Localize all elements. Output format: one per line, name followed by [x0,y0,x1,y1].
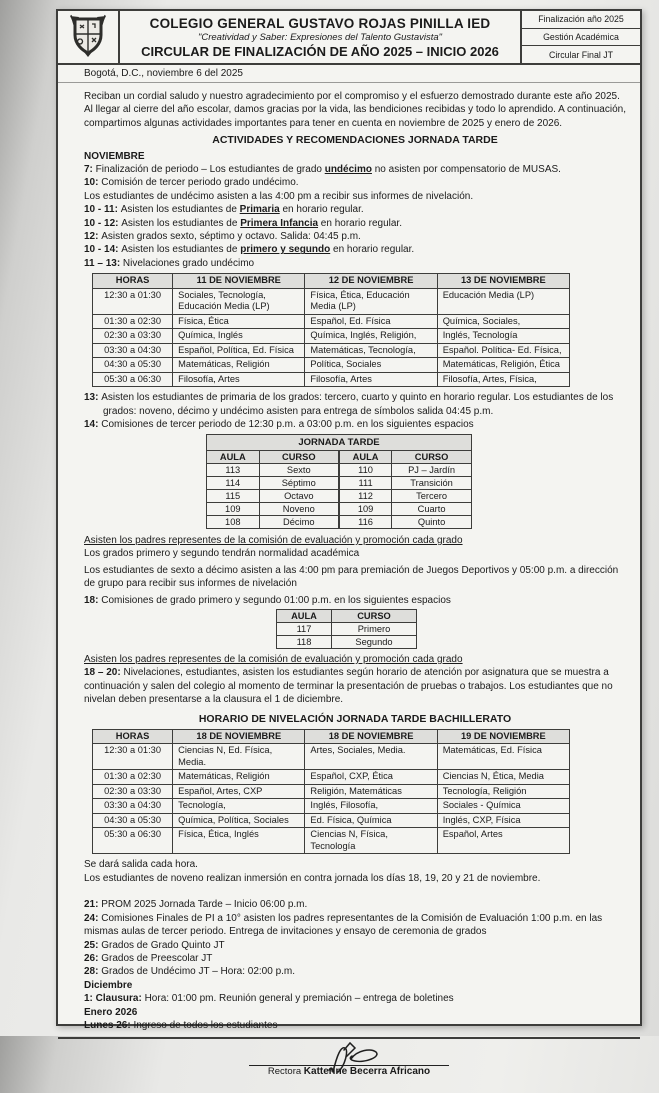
table-cell: Inglés, Tecnología [437,329,569,344]
note-parents-2: Asisten los padres representes de la comisión de evaluación y promoción cada grado [84,653,463,665]
table-cell: 05:30 a 06:30 [93,372,173,387]
table-cell: Matemáticas, Tecnología, [305,343,437,358]
list-item: 18: Comisiones de grado primero y segundo 01:00 p.m. en los siguientes espacios [84,594,451,606]
table-cell: Ed. Física, Química [305,813,437,828]
table-cell: Ciencias N, Ed. Física, Media. [173,744,305,770]
month-label-enero: Enero 2026 [84,1006,138,1018]
table-cell: Filosofía, Artes, Física, [437,372,569,387]
jornada-tarde-block [206,434,472,529]
document-page [56,9,642,1078]
table-cell: Química, Política, Sociales [173,813,305,828]
table-row [93,329,570,344]
table-row [93,813,570,828]
table-cell: Matemáticas, Religión [173,770,305,785]
jornada-tarde-title: JORNADA TARDE [206,434,472,451]
table-cell: PJ – Jardín [392,463,472,476]
table-cell: Transición [392,476,472,489]
col-header: CURSO [392,450,472,463]
table-cell: 12:30 a 01:30 [93,288,173,314]
table-cell: 02:30 a 03:30 [93,784,173,799]
note-parents-1: Asisten los padres representes de la comisión de evaluación y promoción cada grado [84,534,463,546]
list-item: Los estudiantes de undécimo asisten a las 4:00 pm a recibir sus informes de nivelación. [84,190,474,202]
table-cell: 115 [207,489,260,502]
list-item: 24: Comisiones Finales de PI a 10° asisten los padres representantes de la Comisión de Evaluación 1:00 p.m. en las mismas aulas de tercer periodo. Entrega de invitaciones y ensayo de ceremonia de grados [84,912,603,938]
list-item: 14: Comisiones de tercer periodo de 12:30 p.m. a 03:00 p.m. en los siguientes espacios [84,419,474,431]
horario-nivelacion-table [92,729,570,855]
table-cell: Física, Ética, Inglés [173,828,305,854]
table-row [93,314,570,329]
table-cell: 109 [340,502,392,515]
month-label-noviembre: NOVIEMBRE [84,150,145,162]
col-header: 13 DE NOVIEMBRE [437,274,569,289]
table-cell: 110 [340,463,392,476]
list-item: 25: Grados de Grado Quinto JT [84,939,225,951]
table-cell: Filosofía, Artes [173,372,305,387]
table-header-row [93,729,570,744]
table-cell: 01:30 a 02:30 [93,770,173,785]
table-cell: Religión, Matemáticas [305,784,437,799]
table-cell: Español, CXP, Ética [305,770,437,785]
table-cell: Tecnología, [173,799,305,814]
list-item: 10 - 11: Asisten los estudiantes de Primaria en horario regular. [84,204,364,216]
table-row [93,770,570,785]
list-item: 26: Grados de Preescolar JT [84,952,213,964]
list-item: 13: Asisten los estudiantes de primaria de los grados: tercero, cuarto y quinto en horario regular. Los estudiantes de los grados: noveno, décimo y undécimo asisten para entrega de símbolos salida 04:45 p.m. [84,392,614,417]
table-row [207,515,339,528]
aulas-primero-segundo-block [276,609,626,649]
school-motto: "Creatividad y Saber: Expresiones del Talento Gustavista" [197,31,443,43]
table-row [93,358,570,373]
note-normalidad: Los grados primero y segundo tendrán normalidad académica [84,548,360,560]
table-cell: Sociales - Química [437,799,569,814]
table-cell: Octavo [259,489,338,502]
note-premiacion: Los estudiantes de sexto a décimo asisten a las 4:00 pm para premiación de Juegos Deportivos y 05:00 p.m. a dirección de grupo para recibir sus informes de nivelación [84,564,619,590]
table-cell: Décimo [259,515,338,528]
table-cell: Química, Sociales, [437,314,569,329]
table-row [340,515,472,528]
list-item: 10 - 12: Asisten los estudiantes de Primera Infancia en horario regular. [84,217,402,229]
school-name: COLEGIO GENERAL GUSTAVO ROJAS PINILLA IED [149,15,491,31]
table-cell: Sexto [259,463,338,476]
signature-block [58,1037,640,1093]
aulas-table-left [206,450,339,529]
side-box-circular: Circular Final JT [522,45,640,63]
table-cell: 117 [277,622,332,635]
table-cell: Segundo [332,635,417,648]
table-cell: Ciencias N, Física, Tecnología [305,828,437,854]
table-cell: Matemáticas, Religión, Ética [437,358,569,373]
document-header [58,11,640,65]
col-header: CURSO [332,609,417,622]
table-row [93,799,570,814]
table-row [93,343,570,358]
table-cell: Español, Política, Ed. Física [173,343,305,358]
table-cell: Física, Ética, Educación Media (LP) [305,288,437,314]
table-row [207,489,339,502]
col-header: 12 DE NOVIEMBRE [305,274,437,289]
table-cell: Sociales, Tecnología, Educación Media (LP) [173,288,305,314]
table-cell: 02:30 a 03:30 [93,329,173,344]
document-body [58,83,640,1032]
intro-paragraph: Reciban un cordial saludo y nuestro agradecimiento por el compromiso y el esfuerzo demostrado durante este año 2025. Al llegar al cierre del año escolar, damos gracias por la vida, las bendiciones recibidas y todo lo aprendido. A continuación, compartimos algunas actividades importantes para tener en cuenta en noviembre de 2025 y enero de 2026. [84,91,626,129]
col-header: HORAS [93,729,173,744]
col-header: AULA [207,450,260,463]
table-row [277,635,417,648]
table-cell: Ciencias N, Ética, Media [437,770,569,785]
table-row [93,744,570,770]
table-cell: Quinto [392,515,472,528]
list-item: 11 – 13: Nivelaciones grado undécimo [84,257,255,269]
table-row [340,463,472,476]
col-header: 19 DE NOVIEMBRE [437,729,569,744]
col-header: CURSO [259,450,338,463]
table-row [207,463,339,476]
signature-name: Rectora Katterine Becerra Africano [267,1066,431,1078]
list-item: 28: Grados de Undécimo JT – Hora: 02:00 p.m. [84,966,296,978]
section-heading-horario: HORARIO DE NIVELACIÓN JORNADA TARDE BACHILLERATO [198,712,512,725]
table-cell: 111 [340,476,392,489]
table-cell: Inglés, CXP, Física [437,813,569,828]
table-cell: Artes, Sociales, Media. [305,744,437,770]
table-cell: Séptimo [259,476,338,489]
table-cell: Noveno [259,502,338,515]
table-cell: Política, Sociales [305,358,437,373]
table-row [340,476,472,489]
table-row [340,502,472,515]
section-heading-actividades: ACTIVIDADES Y RECOMENDACIONES JORNADA TARDE [212,134,498,147]
list-item: 10: Comisión de tercer periodo grado undécimo. [84,177,299,189]
list-item: 10 - 14: Asisten los estudiantes de primero y segundo en horario regular. [84,244,415,256]
table-row [277,622,417,635]
col-header: 11 DE NOVIEMBRE [173,274,305,289]
list-item: 12: Asisten grados sexto, séptimo y octavo. Salida: 04:45 p.m. [84,231,361,243]
list-item: Lunes 26: Ingreso de todos los estudiantes [84,1019,278,1031]
document-title: CIRCULAR DE FINALIZACIÓN DE AÑO 2025 – INICIO 2026 [141,43,499,59]
table-cell: 03:30 a 04:30 [93,799,173,814]
list-item: 21: PROM 2025 Jornada Tarde – Inicio 06:00 p.m. [84,899,308,911]
school-crest-icon [68,12,108,63]
list-item: 1: Clausura: Hora: 01:00 pm. Reunión general y premiación – entrega de boletines [84,993,454,1005]
table-cell: 108 [207,515,260,528]
table-row [93,828,570,854]
col-header: AULA [277,609,332,622]
table-cell: 116 [340,515,392,528]
table-row [93,372,570,387]
col-header: HORAS [93,274,173,289]
table-row [340,489,472,502]
header-side-boxes [520,11,640,63]
table-row [207,502,339,515]
table-cell: 12:30 a 01:30 [93,744,173,770]
table-cell: Tercero [392,489,472,502]
aulas-table-right [339,450,472,529]
school-crest-cell [58,11,120,63]
date-line: Bogotá, D.C., noviembre 6 del 2025 [58,65,640,83]
table-row [93,288,570,314]
col-header: AULA [340,450,392,463]
table-cell: Inglés, Filosofía, [305,799,437,814]
table-cell: 112 [340,489,392,502]
table-row [93,784,570,799]
col-header: 18 DE NOVIEMBRE [305,729,437,744]
table-cell: 05:30 a 06:30 [93,828,173,854]
table-cell: 04:30 a 05:30 [93,813,173,828]
side-box-gestion: Gestión Académica [522,28,640,46]
table-row [207,476,339,489]
table-cell: Matemáticas, Ed. Física [437,744,569,770]
col-header: 18 DE NOVIEMBRE [173,729,305,744]
table-cell: Cuarto [392,502,472,515]
table-cell: 118 [277,635,332,648]
table-cell: Español, Artes [437,828,569,854]
note-inmersion: Los estudiantes de noveno realizan inmersión en contra jornada los días 18, 19, 20 y 21 de noviembre. [84,872,541,884]
table-cell: Filosofía, Artes [305,372,437,387]
table-cell: 113 [207,463,260,476]
table-cell: Primero [332,622,417,635]
table-cell: Química, Inglés [173,329,305,344]
note-salida: Se dará salida cada hora. [84,859,198,871]
table-cell: Educación Media (LP) [437,288,569,314]
nivelacion-undecimo-table [92,273,570,387]
table-cell: 04:30 a 05:30 [93,358,173,373]
table-cell: Química, Inglés, Religión, [305,329,437,344]
table-cell: 01:30 a 02:30 [93,314,173,329]
table-cell: Español, Ed. Física [305,314,437,329]
aulas-primero-segundo-table [276,609,417,649]
table-cell: 109 [207,502,260,515]
month-label-diciembre: Diciembre [84,979,133,991]
table-cell: Tecnología, Religión [437,784,569,799]
table-cell: 03:30 a 04:30 [93,343,173,358]
list-item: 7: Finalización de periodo – Los estudiantes de grado undécimo no asisten por compensatorio de MUSAS. [84,164,561,176]
table-header-row [93,274,570,289]
side-box-finalizacion: Finalización año 2025 [538,14,624,25]
list-item: 18 – 20: Nivelaciones, estudiantes, asisten los estudiantes según horario de atención por asignatura que se muestra a continuación y salen del colegio al momento de terminar la presentación de pruebas o trabajos. Los estudiantes que no nivelan deben presentarse a la clausura el 1 de diciembre. [84,667,613,706]
table-cell: 114 [207,476,260,489]
table-cell: Español, Artes, CXP [173,784,305,799]
table-cell: Física, Ética [173,314,305,329]
table-cell: Español. Política- Ed. Física, [437,343,569,358]
header-title-block [120,11,520,63]
table-cell: Matemáticas, Religión [173,358,305,373]
